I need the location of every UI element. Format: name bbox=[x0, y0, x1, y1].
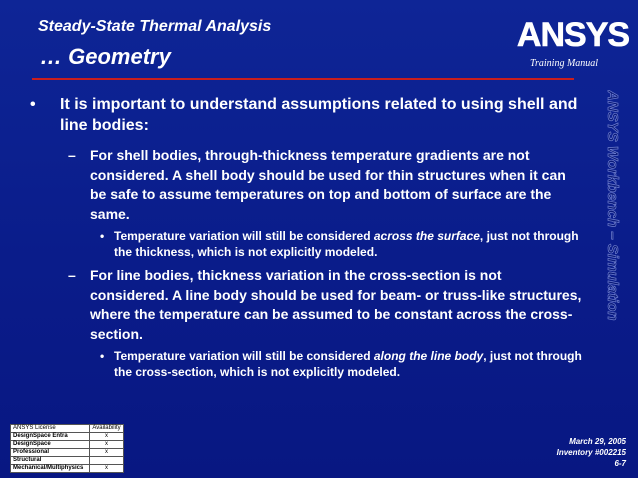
line-sub-emphasis: along the line body bbox=[373, 349, 484, 363]
license-availability: x bbox=[90, 449, 124, 457]
footer-inventory: Inventory #002215 bbox=[556, 448, 626, 457]
license-column-header: ANSYS License bbox=[11, 425, 90, 433]
bullet-item bbox=[22, 94, 582, 136]
table-row bbox=[11, 457, 124, 465]
table-row bbox=[11, 441, 124, 449]
license-table-header bbox=[11, 425, 124, 433]
table-row bbox=[11, 465, 124, 473]
license-availability: x bbox=[90, 433, 124, 441]
page-number: 6-7 bbox=[614, 459, 626, 468]
footer-date: March 29, 2005 bbox=[569, 437, 626, 446]
slide-section-title: Steady-State Thermal Analysis bbox=[38, 18, 272, 35]
license-availability bbox=[90, 457, 124, 465]
bullet-marker: • bbox=[100, 229, 105, 243]
availability-column-header: Availability bbox=[90, 425, 124, 433]
title-divider bbox=[32, 78, 574, 80]
shell-sub-after: , just not through the thickness, which is not explicitly modeled. bbox=[114, 229, 579, 259]
shell-sub-before: Temperature variation will still be considered bbox=[114, 229, 374, 243]
side-banner bbox=[600, 90, 626, 390]
shell-bodies-item bbox=[22, 146, 582, 224]
license-availability: x bbox=[90, 465, 124, 473]
ansys-logo bbox=[514, 14, 632, 54]
bullet-marker: • bbox=[100, 349, 105, 363]
line-subitem bbox=[22, 348, 582, 380]
slide-title: … Geometry bbox=[40, 44, 171, 69]
line-sub-after: , just not through the cross-section, which is not explicitly modeled. bbox=[114, 349, 582, 379]
line-bodies-item bbox=[22, 266, 582, 344]
license-name: DesignSpace Entra bbox=[11, 433, 90, 441]
bullet-text: It is important to understand assumptions related to using shell and line bodies: bbox=[60, 96, 578, 134]
slide-footer bbox=[557, 436, 626, 469]
dash-marker: – bbox=[68, 147, 76, 163]
training-manual-label: Training Manual bbox=[530, 58, 599, 69]
license-table bbox=[10, 424, 124, 473]
license-name: Mechanical/Multiphysics bbox=[11, 465, 90, 473]
shell-sub-emphasis: across the surface bbox=[373, 229, 480, 243]
license-availability: x bbox=[90, 441, 124, 449]
license-name: Professional bbox=[11, 449, 90, 457]
license-name: Structural bbox=[11, 457, 90, 465]
shell-subitem bbox=[22, 228, 582, 260]
line-bodies-text: For line bodies, thickness variation in the cross-section is not considered. A line body should be used for beam- or truss-like structures, where the temperature can be assumed to be constant across the cross-section. bbox=[90, 267, 582, 342]
line-sub-before: Temperature variation will still be considered bbox=[114, 349, 374, 363]
dash-marker: – bbox=[68, 267, 76, 283]
table-row bbox=[11, 433, 124, 441]
slide-body bbox=[22, 94, 582, 386]
license-name: DesignSpace bbox=[11, 441, 90, 449]
table-row bbox=[11, 449, 124, 457]
bullet-marker: • bbox=[30, 96, 36, 113]
logo-text: ANSYS bbox=[516, 16, 630, 54]
side-banner-text: ANSYS Workbench – Simulation bbox=[604, 90, 621, 321]
shell-bodies-text: For shell bodies, through-thickness temperature gradients are not considered. A shell body should be used for thin structures when it can be safe to assume temperatures on top and bottom of surface are the same. bbox=[90, 147, 566, 222]
